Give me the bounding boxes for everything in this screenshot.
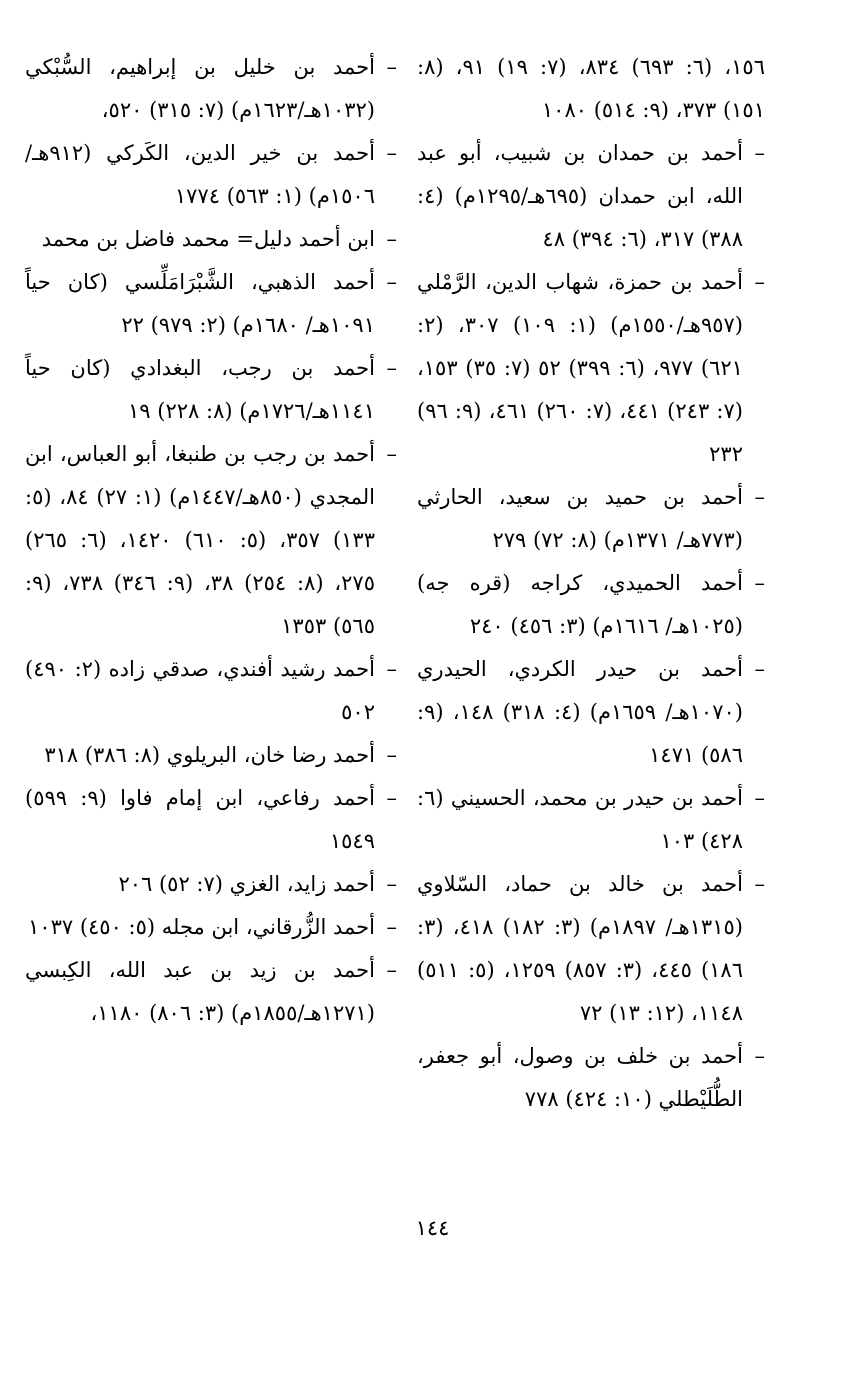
entry-dash: – [386,270,397,294]
index-entry [25,777,397,863]
entry-dash: – [386,872,397,896]
entry-dash: – [386,442,397,466]
entry-dash: – [386,915,397,939]
entry-text: أحمد بن حمدان بن شبيب، أبو عبد الله، ابن حمدان (٦٩٥هـ/١٢٩٥م) (٤: ٣٨٨) ٣١٧، (٦: ٣٩٤) ٤٨ [417,141,743,251]
entry-dash: – [386,958,397,982]
entry-text: أحمد بن حيدر بن محمد، الحسيني (٦: ٤٢٨) ١٠٣ [417,786,743,853]
entry-text: أحمد رشيد أفندي، صدقي زاده (٢: ٤٩٠) ٥٠٢ [25,657,375,724]
entry-dash: – [754,872,765,896]
entry-text: أحمد بن خالد بن حماد، السّلاوي (١٣١٥هـ/ ١٨٩٧م) (٣: ١٨٢) ٤١٨، (٣: ١٨٦) ٤٤٥، (٣: ٨٥٧) ١٢٥٩، (٥: ٥١١) ١١٤٨، (١٢: ١٣) ٧٢ [417,872,743,1025]
index-entry [417,777,765,863]
entry-dash: – [386,743,397,767]
index-entry [25,218,397,261]
entry-dash: – [754,571,765,595]
entry-text: أحمد بن زيد بن عبد الله، الكِبسي (١٢٧١هـ/١٨٥٥م) (٣: ٨٠٦) ١١٨٠، [25,958,375,1025]
page-number: ١٤٤ [415,1216,450,1240]
entry-text: أحمد الزُّرقاني، ابن مجله (٥: ٤٥٠) ١٠٣٧ [28,915,375,939]
index-entry-continuation [417,46,765,132]
index-entry [417,648,765,777]
entry-dash: – [754,270,765,294]
index-entry [25,648,397,734]
index-entry [25,433,397,648]
entry-text: أحمد بن خلف بن وصول، أبو جعفر، الطُّلَيْطلي (١٠: ٤٢٤) ٧٧٨ [417,1044,743,1111]
index-entry [25,734,397,777]
entry-text: أحمد زايد، الغزي (٧: ٥٢) ٢٠٦ [118,872,375,896]
entry-dash: – [754,1044,765,1068]
index-entry [417,476,765,562]
entry-dash: – [386,657,397,681]
index-entry [25,949,397,1035]
index-entry [417,132,765,261]
entry-dash: – [386,55,397,79]
entry-dash: – [754,141,765,165]
entry-text: أحمد رضا خان، البريلوي (٨: ٣٨٦) ٣١٨ [44,743,375,767]
entry-text: أحمد بن حميد بن سعيد، الحارثي (٧٧٣هـ/ ١٣٧١م) (٨: ٧٢) ٢٧٩ [417,485,743,552]
entry-text: أحمد بن حيدر الكردي، الحيدري (١٠٧٠هـ/ ١٦٥٩م) (٤: ٣١٨) ١٤٨، (٩: ٥٨٦) ١٤٧١ [417,657,743,767]
entry-dash: – [754,786,765,810]
index-entry [25,261,397,347]
index-entry [25,906,397,949]
index-entry [417,1035,765,1121]
entry-text: أحمد بن خير الدين، الكَركي (٩١٢هـ/ ١٥٠٦م) (١: ٥٦٣) ١٧٧٤ [25,141,375,208]
left-column [25,46,397,1035]
entry-text: أحمد الذهبي، الشَّبْرَامَلِّسي (كان حياً ١٠٩١هـ/ ١٦٨٠م) (٢: ٩٧٩) ٢٢ [25,270,375,337]
entry-dash: – [754,657,765,681]
entry-dash: – [386,786,397,810]
entry-text: أحمد رفاعي، ابن إمام فاوا (٩: ٥٩٩) ١٥٤٩ [25,786,375,853]
entry-text: أحمد الحميدي، كراجه (قره جه) (١٠٢٥هـ/ ١٦١٦م) (٣: ٤٥٦) ٢٤٠ [417,571,743,638]
entry-dash: – [386,356,397,380]
entry-text: أحمد بن خليل بن إبراهيم، السُّبْكي (١٠٣٢هـ/١٦٢٣م) (٧: ٣١٥) ٥٢٠، [25,55,375,122]
entry-dash: – [386,227,397,251]
index-entry [25,46,397,132]
index-entry [417,863,765,1035]
index-entry [25,132,397,218]
entry-text: أحمد بن رجب، البغدادي (كان حياً ١١٤١هـ/١٧٢٦م) (٨: ٢٢٨) ١٩ [25,356,375,423]
entry-text: ١٥٦، (٦: ٦٩٣) ٨٣٤، (٧: ١٩) ٩١، (٨: ١٥١) ٣٧٣، (٩: ٥١٤) ١٠٨٠ [417,55,765,122]
entry-dash: – [754,485,765,509]
entry-text: أحمد بن حمزة، شهاب الدين، الرَّمْلي (٩٥٧هـ/١٥٥٠م) (١: ١٠٩) ٣٠٧، (٢: ٦٢١) ٩٧٧، (٦: ٣٩٩) ٥٢ (٧: ٣٥) ١٥٣، (٧: ٢٤٣) ٤٤١، (٧: ٢٦٠) ٤٦١، (٩: ٩٦) ٢٣٢ [417,270,743,466]
right-column [417,46,765,1121]
entry-text: ابن أحمد دليل= محمد فاضل بن محمد [41,227,375,251]
index-entry [417,261,765,476]
index-entry [417,562,765,648]
entry-dash: – [386,141,397,165]
index-entry [25,347,397,433]
index-entry [25,863,397,906]
entry-text: أحمد بن رجب بن طنبغا، أبو العباس، ابن المجدي (٨٥٠هـ/١٤٤٧م) (١: ٢٧) ٨٤، (٥: ١٣٣) ٣٥٧، (٥: ٦١٠) ١٤٢٠، (٦: ٢٦٥) ٢٧٥، (٨: ٢٥٤) ٣٨، (٩: ٣٤٦) ٧٣٨، (٩: ٥٦٥) ١٣٥٣ [25,442,375,638]
